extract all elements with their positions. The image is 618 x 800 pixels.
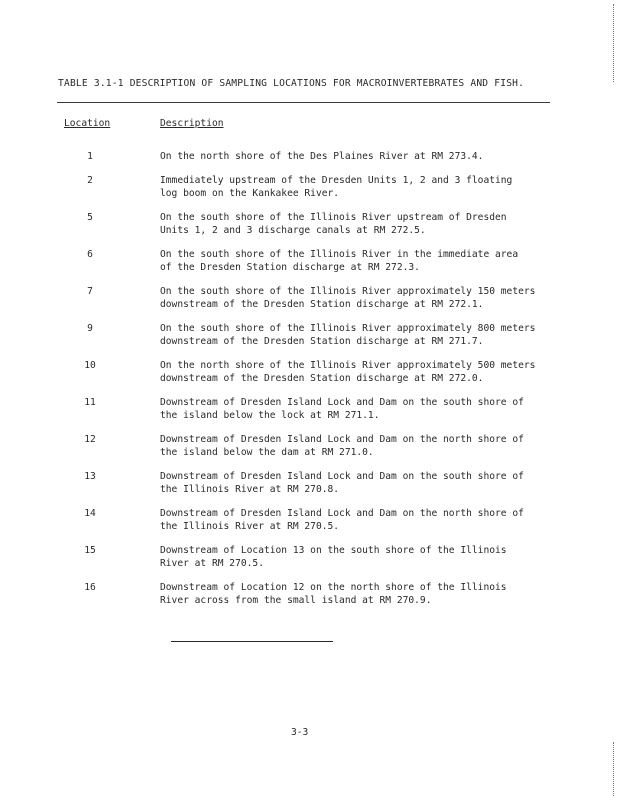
- footnote-rule: [171, 641, 333, 642]
- row-location: 16: [84, 582, 96, 593]
- row-location: 6: [87, 249, 93, 260]
- row-description: On the south shore of the Illinois River approximately 150 meters downstream of the Dresden Station discharge at RM 272.1.: [160, 286, 536, 310]
- row-description: On the north shore of the Des Plaines River at RM 273.4.: [160, 151, 484, 162]
- row-description: On the south shore of the Illinois River approximately 800 meters downstream of the Dresden Station discharge at RM 271.7.: [160, 323, 536, 347]
- row-description: Downstream of Dresden Island Lock and Dam on the south shore of the island below the lock at RM 271.1.: [160, 397, 524, 421]
- row-description: Downstream of Dresden Island Lock and Dam on the south shore of the Illinois River at RM 270.8.: [160, 471, 524, 495]
- row-location: 9: [87, 323, 93, 334]
- page-number: 3-3: [291, 727, 309, 738]
- row-description: Downstream of Dresden Island Lock and Dam on the north shore of the Illinois River at RM 270.5.: [160, 508, 524, 532]
- row-description: Downstream of Location 12 on the north shore of the Illinois River across from the small island at RM 270.9.: [160, 582, 507, 606]
- row-location: 7: [87, 286, 93, 297]
- scan-edge-mark: [613, 4, 614, 82]
- table-title: TABLE 3.1-1 DESCRIPTION OF SAMPLING LOCATIONS FOR MACROINVERTEBRATES AND FISH.: [58, 78, 525, 89]
- row-description: Downstream of Dresden Island Lock and Dam on the north shore of the island below the dam at RM 271.0.: [160, 434, 524, 458]
- scan-edge-mark: [613, 742, 614, 796]
- row-location: 14: [84, 508, 96, 519]
- column-header-location: Location: [64, 118, 111, 129]
- row-location: 15: [84, 545, 96, 556]
- row-location: 10: [84, 360, 96, 371]
- column-header-description: Description: [160, 118, 224, 129]
- row-location: 2: [87, 175, 93, 186]
- row-location: 11: [84, 397, 96, 408]
- row-description: On the south shore of the Illinois River upstream of Dresden Units 1, 2 and 3 discharge canals at RM 272.5.: [160, 212, 507, 236]
- row-description: Immediately upstream of the Dresden Units 1, 2 and 3 floating log boom on the Kankakee River.: [160, 175, 513, 199]
- row-description: Downstream of Location 13 on the south shore of the Illinois River at RM 270.5.: [160, 545, 507, 569]
- row-location: 1: [87, 151, 93, 162]
- row-location: 12: [84, 434, 96, 445]
- row-description: On the north shore of the Illinois River approximately 500 meters downstream of the Dresden Station discharge at RM 272.0.: [160, 360, 536, 384]
- row-location: 5: [87, 212, 93, 223]
- row-description: On the south shore of the Illinois River in the immediate area of the Dresden Station discharge at RM 272.3.: [160, 249, 519, 273]
- title-rule: [57, 102, 550, 103]
- row-location: 13: [84, 471, 96, 482]
